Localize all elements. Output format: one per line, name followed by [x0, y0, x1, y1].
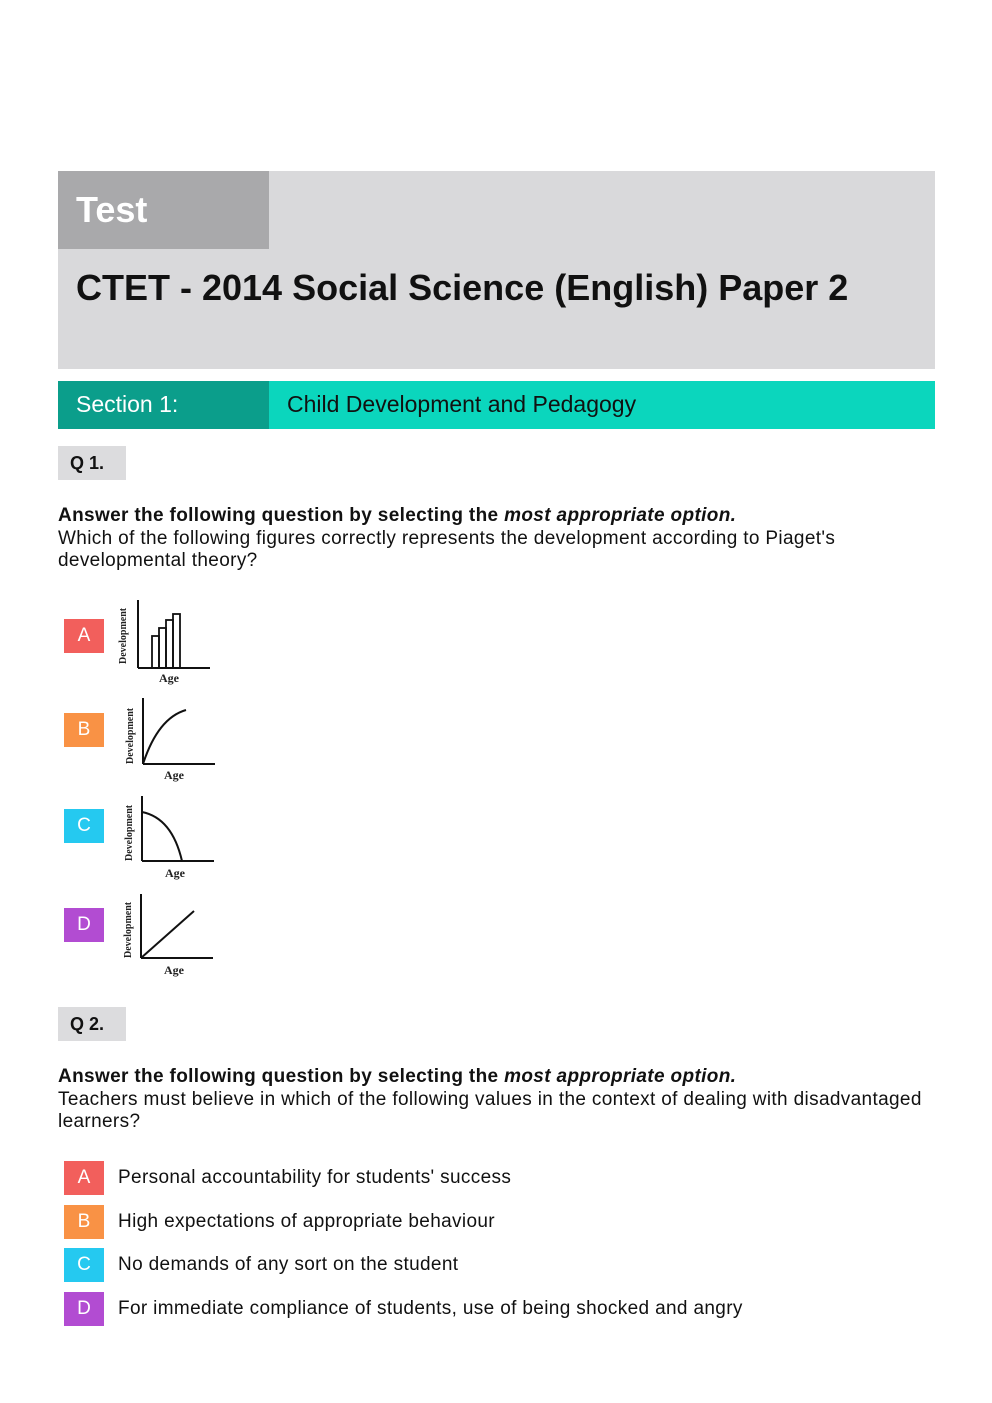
bar-steps-graph [112, 594, 216, 686]
question-body: Which of the following figures correctly represents the development according to Piaget's developmental theory? [58, 527, 836, 571]
decreasing-curve-graph [112, 788, 222, 882]
concave-curve-graph [112, 690, 222, 784]
question-text-block [58, 505, 938, 573]
option-a-badge[interactable]: A [64, 619, 104, 653]
option-d-badge[interactable]: D [64, 908, 104, 942]
option-b-badge[interactable]: B [64, 1205, 104, 1239]
y-axis-label: Development [118, 607, 129, 664]
instruction-emphasis: most appropriate option. [504, 1066, 737, 1087]
question-number-badge [58, 1007, 126, 1041]
straight-line-graph [112, 884, 222, 978]
option-b-badge[interactable]: B [64, 713, 104, 747]
question-number-badge [58, 446, 126, 480]
section-name: Child Development and Pedagogy [287, 391, 637, 417]
paper-title: CTET - 2014 Social Science (English) Paper 2 [76, 267, 849, 308]
option-b-text[interactable]: High expectations of appropriate behaviour [118, 1211, 495, 1232]
option-a-text[interactable]: Personal accountability for students' success [118, 1167, 512, 1188]
option-a-badge[interactable]: A [64, 1161, 104, 1195]
test-tag [58, 171, 269, 249]
instruction-prefix: Answer the following question by selecting the [58, 1066, 505, 1087]
test-header [58, 171, 935, 369]
y-axis-label: Development [125, 707, 136, 764]
option-b-figure[interactable] [112, 690, 222, 789]
instruction-prefix: Answer the following question by selecting the [58, 505, 505, 526]
question-number: Q 1. [70, 453, 105, 473]
instruction-emphasis: most appropriate option. [504, 505, 737, 526]
x-axis-label: Age [159, 671, 179, 685]
test-tag-label: Test [76, 189, 148, 230]
section-label-box [58, 381, 269, 429]
option-d-figure[interactable] [112, 884, 222, 983]
option-a-figure[interactable] [112, 594, 216, 691]
question-instruction [58, 505, 938, 528]
question-instruction [58, 1066, 938, 1089]
x-axis-label: Age [165, 866, 185, 880]
question-number: Q 2. [70, 1014, 105, 1034]
section-bar [58, 381, 935, 429]
x-axis-label: Age [164, 768, 184, 782]
question-body: Teachers must believe in which of the following values in the context of dealing with disadvantaged learners? [58, 1088, 922, 1132]
question-text-block [58, 1066, 938, 1134]
option-c-text[interactable]: No demands of any sort on the student [118, 1254, 459, 1275]
section-label: Section 1: [76, 391, 179, 417]
option-c-badge[interactable]: C [64, 809, 104, 843]
option-d-badge[interactable]: D [64, 1292, 104, 1326]
option-c-figure[interactable] [112, 788, 222, 887]
y-axis-label: Development [124, 804, 135, 861]
option-d-text[interactable]: For immediate compliance of students, use of being shocked and angry [118, 1298, 743, 1319]
y-axis-label: Development [123, 901, 134, 958]
option-c-badge[interactable]: C [64, 1248, 104, 1282]
x-axis-label: Age [164, 963, 184, 977]
